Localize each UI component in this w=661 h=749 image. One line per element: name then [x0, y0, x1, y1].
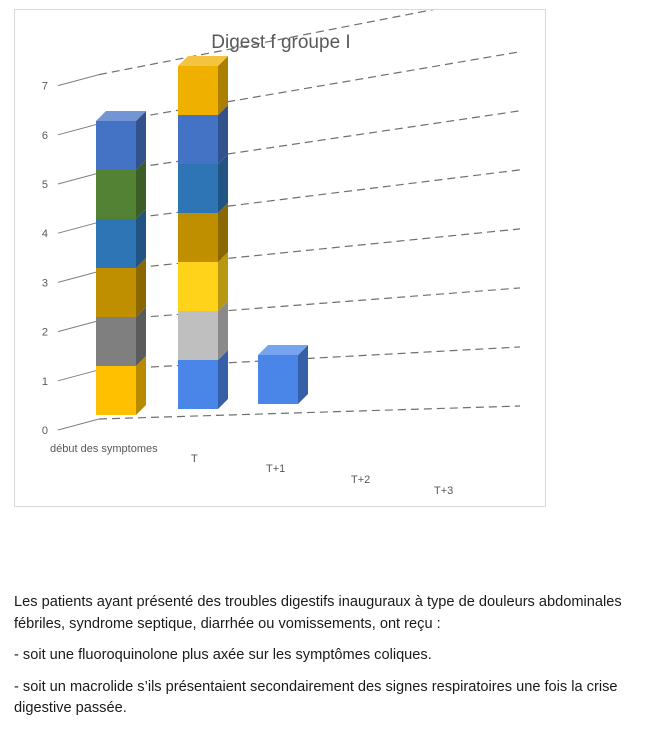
bar-segment-2-6	[258, 355, 298, 404]
gridline-4	[99, 170, 520, 222]
bar-side-1-12	[218, 56, 228, 115]
chart-plot	[15, 10, 547, 508]
gridline-5	[99, 111, 520, 173]
gridline-wall-4	[58, 222, 99, 233]
gridline-wall-5	[58, 173, 99, 184]
paragraph-macrolide: - soit un macrolide s’ils présentaient secondairement des signes respiratoires une fois la crise digestive passée.	[14, 678, 618, 716]
gridline-wall-0	[58, 419, 99, 430]
chart-title: Digest f groupe I	[211, 32, 351, 53]
bar-side-1-8	[218, 252, 228, 311]
chart-frame	[14, 9, 546, 507]
bar-segment-1-7	[178, 311, 218, 360]
x-tick-label-2: T+1	[266, 463, 286, 475]
x-tick-label-0: début des symptomes	[50, 443, 158, 455]
y-tick-label-1: 1	[41, 375, 48, 388]
description-text	[14, 592, 646, 730]
y-tick-label-4: 4	[41, 228, 48, 241]
bar-segment-0-1	[96, 317, 136, 366]
paragraph-fluoroquinolone: - soit une fluoroquinolone plus axée sur les symptômes coliques.	[14, 647, 432, 663]
bar-side-1-9	[218, 203, 228, 262]
bar-side-1-10	[218, 154, 228, 213]
gridline-wall-6	[58, 124, 99, 135]
bar-segment-0-5	[96, 121, 136, 170]
x-tick-label-1: T	[191, 453, 198, 465]
paragraph-intro: Les patients ayant présenté des troubles digestifs inauguraux à type de douleurs abdominales fébriles, syndrome septique, diarrhée ou vomissements, ont reçu :	[14, 594, 622, 632]
x-tick-label-4: T+3	[434, 485, 454, 497]
bar-side-0-5	[136, 111, 146, 170]
bar-segment-1-8	[178, 262, 218, 311]
bar-segment-1-12	[178, 66, 218, 115]
bar-segment-0-0	[96, 366, 136, 415]
gridline-wall-7	[58, 75, 99, 86]
y-tick-label-2: 2	[41, 326, 48, 339]
bar-side-0-2	[136, 258, 146, 317]
gridline-wall-2	[58, 321, 99, 332]
bar-segment-1-9	[178, 213, 218, 262]
gridline-2	[99, 288, 520, 321]
x-tick-label-3: T+2	[351, 474, 371, 486]
bar-segment-0-3	[96, 219, 136, 268]
gridline-wall-3	[58, 271, 99, 282]
bar-side-2-6	[298, 345, 308, 404]
gridline-0	[99, 406, 520, 419]
gridline-1	[99, 347, 520, 370]
bar-side-0-3	[136, 209, 146, 268]
bar-side-0-4	[136, 160, 146, 219]
y-tick-label-0: 0	[41, 425, 48, 437]
bar-side-1-11	[218, 105, 228, 164]
bar-segment-0-4	[96, 170, 136, 219]
bar-segment-0-2	[96, 268, 136, 317]
y-tick-label-5: 5	[41, 179, 48, 191]
gridline-6	[99, 52, 520, 124]
bar-side-0-1	[136, 307, 146, 366]
gridline-wall-1	[58, 370, 99, 381]
bar-segment-1-10	[178, 164, 218, 213]
y-tick-label-7: 7	[41, 80, 48, 93]
gridline-3	[99, 229, 520, 272]
y-tick-label-3: 3	[41, 277, 48, 290]
y-tick-label-6: 6	[41, 129, 48, 142]
bar-side-1-7	[218, 301, 228, 360]
bar-side-1-6	[218, 350, 228, 409]
bar-segment-1-6	[178, 360, 218, 409]
bar-side-0-0	[136, 356, 146, 415]
bar-segment-1-11	[178, 115, 218, 164]
